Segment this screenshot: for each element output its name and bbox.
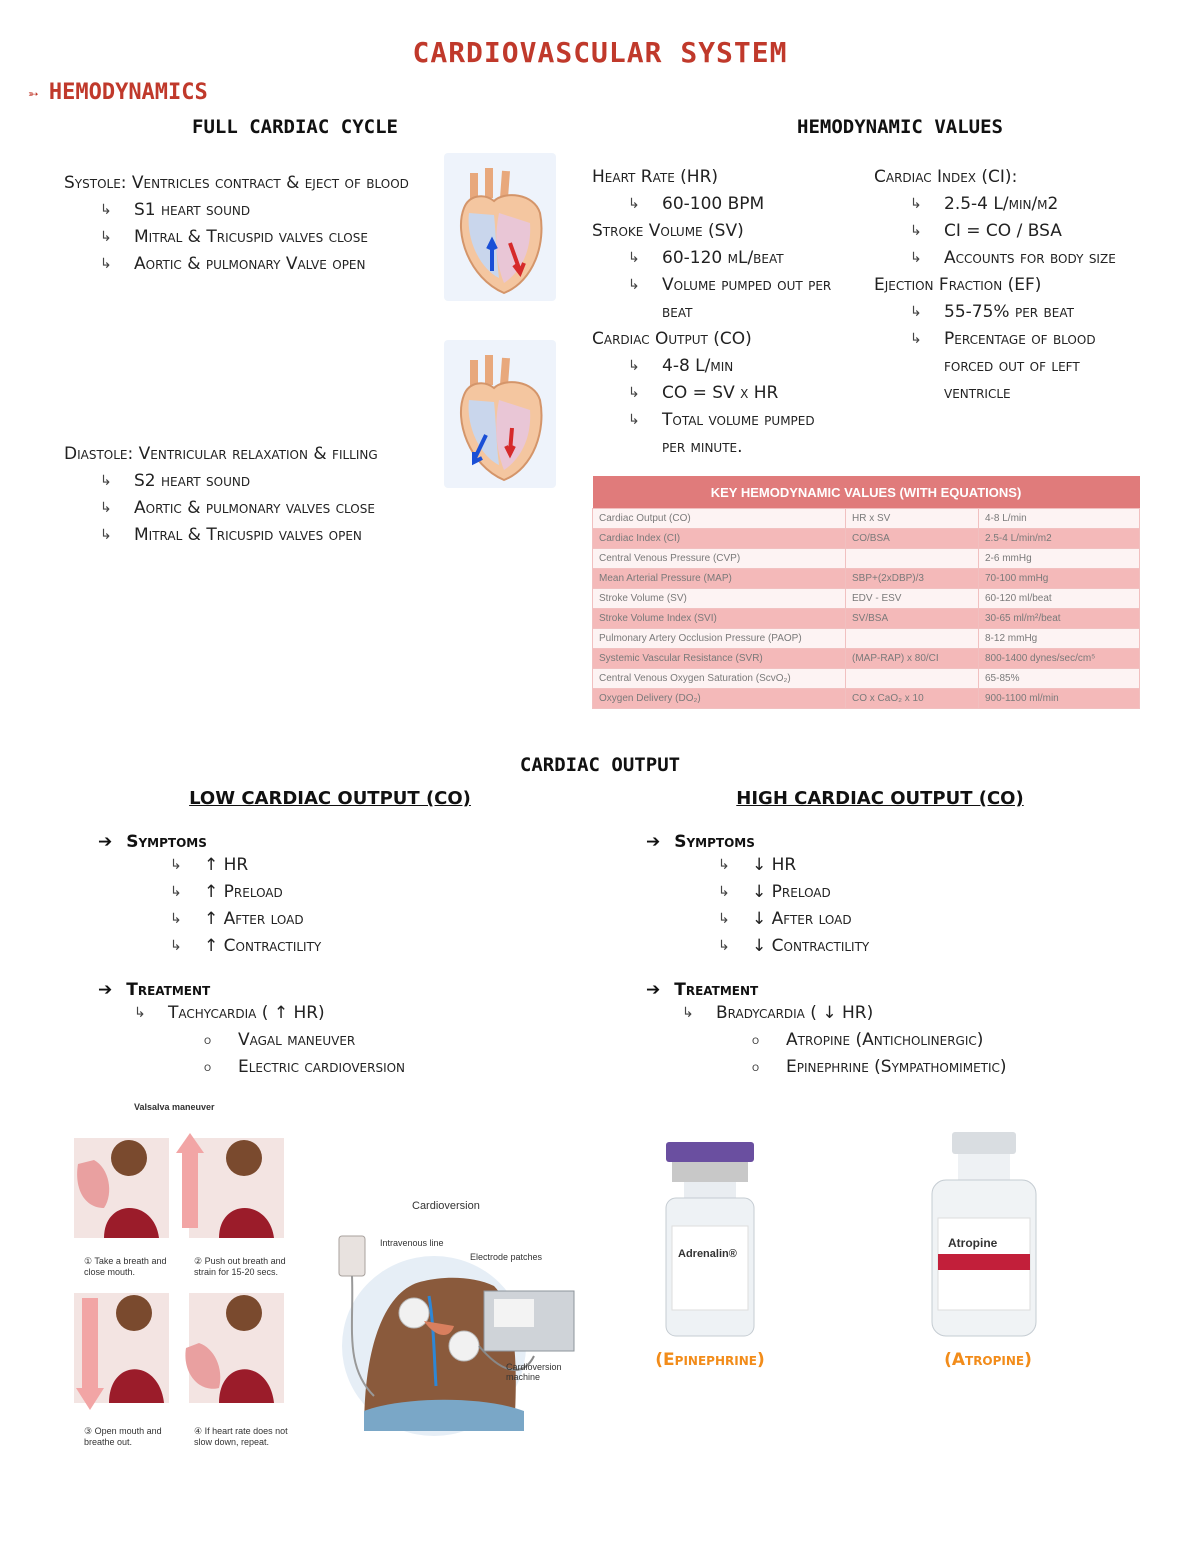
cardioversion-title: Cardioversion xyxy=(412,1200,480,1212)
table-header: KEY HEMODYNAMIC VALUES (WITH EQUATIONS) xyxy=(593,476,1140,509)
systole-item: ↳ S1 heart sound xyxy=(64,197,434,224)
valsalva-step: ③ Open mouth and breathe out. xyxy=(84,1426,162,1447)
table-cell-parameter: Stroke Volume (SV) xyxy=(593,589,846,609)
diastole-item: ↳ Mitral & Tricuspid valves open xyxy=(64,522,434,549)
co-label: Cardiac Output (CO) xyxy=(592,329,752,349)
sv-item: ↳ Volume pumped out per beat xyxy=(592,272,842,326)
epinephrine-vial xyxy=(660,1140,760,1340)
valsalva-step: ① Take a breath and close mouth. xyxy=(84,1256,167,1277)
table-row xyxy=(593,529,1140,549)
ef-label: Ejection Fraction (EF) xyxy=(874,275,1042,295)
table-cell-parameter: Oxygen Delivery (DO₂) xyxy=(593,689,846,709)
high-symptom-item: ↳ ↓ After load xyxy=(682,906,1166,933)
low-treatment-label xyxy=(98,980,578,1000)
valsalva-step: ④ If heart rate does not slow down, repeat. xyxy=(194,1426,288,1447)
arrow-right-icon: ➔ xyxy=(646,832,661,852)
valsalva-step: ② Push out breath and strain for 15-20 secs. xyxy=(194,1256,286,1277)
hr-item: ↳ 60-100 BPM xyxy=(592,191,872,218)
table-cell-range: 4-8 L/min xyxy=(979,509,1140,529)
table-cell-parameter: Mean Arterial Pressure (MAP) xyxy=(593,569,846,589)
table-cell-parameter: Cardiac Output (CO) xyxy=(593,509,846,529)
high-treatment-item: ↳ Bradycardia ( ↓ HR) xyxy=(646,1000,1166,1027)
hemodynamic-values-heading: HEMODYNAMIC VALUES xyxy=(797,116,1003,138)
low-co-block xyxy=(98,832,578,1081)
table-cell-equation: CO x CaO₂ x 10 xyxy=(846,689,979,709)
epinephrine-caption: (Epinephrine) xyxy=(655,1350,765,1370)
epinephrine-vial-label: Adrenalin® xyxy=(678,1248,737,1260)
high-symptoms-label xyxy=(646,832,1166,852)
high-co-heading: HIGH CARDIAC OUTPUT (CO) xyxy=(736,788,1024,809)
table-cell-equation xyxy=(846,669,979,689)
values-left-column xyxy=(592,164,872,461)
high-co-block xyxy=(646,832,1166,1081)
sv-label: Stroke Volume (SV) xyxy=(592,221,744,241)
low-symptom-item: ↳ ↑ After load xyxy=(134,906,578,933)
ef-item: ↳ 55-75% per beat xyxy=(874,299,1164,326)
sv-item: ↳ 60-120 mL/beat xyxy=(592,245,872,272)
co-item: ↳ CO = SV x HR xyxy=(592,380,872,407)
low-symptoms-text: Symptoms xyxy=(126,832,207,852)
low-treatment-text: Treatment xyxy=(126,980,211,1000)
high-symptom-item: ↳ ↓ Contractility xyxy=(682,933,1166,960)
table-cell-equation: HR x SV xyxy=(846,509,979,529)
high-treatment-subitem: o Epinephrine (Sympathomimetic) xyxy=(716,1054,1166,1081)
table-cell-range: 2-6 mmHg xyxy=(979,549,1140,569)
table-cell-range: 30-65 ml/m²/beat xyxy=(979,609,1140,629)
high-treatment-label xyxy=(646,980,1166,1000)
diastole-item: ↳ S2 heart sound xyxy=(64,468,434,495)
high-symptoms-text: Symptoms xyxy=(674,832,755,852)
table-cell-equation xyxy=(846,629,979,649)
heart-systole-illustration xyxy=(444,153,556,301)
valsalva-step-text: Take a breath and close mouth. xyxy=(84,1256,167,1277)
atropine-vial-label: Atropine xyxy=(948,1236,998,1250)
table-row xyxy=(593,549,1140,569)
cardiac-output-heading: CARDIAC OUTPUT xyxy=(519,754,681,776)
low-symptoms-label xyxy=(98,832,578,852)
ci-item: ↳ 2.5-4 L/min/m2 xyxy=(874,191,1164,218)
systole-item: ↳ Mitral & Tricuspid valves close xyxy=(64,224,434,251)
ef-item: ↳ Percentage of blood forced out of left ventricle xyxy=(874,326,1134,407)
table-row xyxy=(593,629,1140,649)
cardioversion-label: Cardioversion machine xyxy=(506,1362,562,1382)
systole-block xyxy=(64,170,434,278)
valsalva-step-text: If heart rate does not slow down, repeat. xyxy=(194,1426,288,1447)
values-right-column xyxy=(874,164,1164,407)
table-cell-range: 800-1400 dynes/sec/cm⁵ xyxy=(979,649,1140,669)
atropine-caption: (Atropine) xyxy=(944,1350,1032,1370)
diastole-block xyxy=(64,441,434,549)
co-item: ↳ 4-8 L/min xyxy=(592,353,872,380)
vial-illustration xyxy=(660,1140,760,1340)
diastole-text: Diastole: Ventricular relaxation & filling xyxy=(64,444,378,464)
low-symptom-item: ↳ ↑ Preload xyxy=(134,879,578,906)
vial-illustration xyxy=(928,1130,1040,1340)
table-row xyxy=(593,609,1140,629)
low-co-heading: LOW CARDIAC OUTPUT (CO) xyxy=(189,788,471,809)
arrow-right-icon: ➔ xyxy=(646,980,661,1000)
cardioversion-label: Intravenous line xyxy=(380,1238,444,1248)
page-title: CARDIOVASCULAR SYSTEM xyxy=(412,36,788,69)
table-cell-parameter: Pulmonary Artery Occlusion Pressure (PAOP) xyxy=(593,629,846,649)
diastole-item: ↳ Aortic & pulmonary valves close xyxy=(64,495,434,522)
table-cell-equation: SV/BSA xyxy=(846,609,979,629)
table-row xyxy=(593,509,1140,529)
cardioversion-figure xyxy=(324,1196,584,1436)
table-cell-range: 2.5-4 L/min/m2 xyxy=(979,529,1140,549)
low-treatment-subitem: o Electric cardioversion xyxy=(168,1054,578,1081)
table-cell-range: 70-100 mmHg xyxy=(979,569,1140,589)
hemodynamic-table xyxy=(592,476,1140,709)
high-symptom-item: ↳ ↓ Preload xyxy=(682,879,1166,906)
low-treatment-subitem: o Vagal maneuver xyxy=(168,1027,578,1054)
systole-text: Systole: Ventricles contract & eject of blood xyxy=(64,173,409,193)
table-cell-range: 8-12 mmHg xyxy=(979,629,1140,649)
hemodynamic-values-table xyxy=(592,476,1140,709)
table-cell-parameter: Central Venous Oxygen Saturation (ScvO₂) xyxy=(593,669,846,689)
table-cell-range: 60-120 ml/beat xyxy=(979,589,1140,609)
valsalva-title: Valsalva maneuver xyxy=(134,1102,215,1112)
table-cell-equation xyxy=(846,549,979,569)
ci-item: ↳ Accounts for body size xyxy=(874,245,1124,272)
table-cell-equation: CO/BSA xyxy=(846,529,979,549)
table-cell-equation: (MAP-RAP) x 80/CI xyxy=(846,649,979,669)
high-treatment-subitem: o Atropine (Anticholinergic) xyxy=(716,1027,1166,1054)
valsalva-step-text: Push out breath and strain for 15-20 secs. xyxy=(194,1256,286,1277)
valsalva-figure xyxy=(64,1098,304,1450)
table-cell-parameter: Systemic Vascular Resistance (SVR) xyxy=(593,649,846,669)
systole-item: ↳ Aortic & pulmonary Valve open xyxy=(64,251,434,278)
low-treatment-item: ↳ Tachycardia ( ↑ HR) xyxy=(98,1000,578,1027)
hr-label: Heart Rate (HR) xyxy=(592,167,719,187)
table-cell-equation: EDV - ESV xyxy=(846,589,979,609)
valsalva-step-text: Open mouth and breathe out. xyxy=(84,1426,162,1447)
arrow-right-icon: ➔ xyxy=(98,980,113,1000)
table-cell-range: 65-85% xyxy=(979,669,1140,689)
table-cell-parameter: Stroke Volume Index (SVI) xyxy=(593,609,846,629)
high-symptom-item: ↳ ↓ HR xyxy=(682,852,1166,879)
table-cell-range: 900-1100 ml/min xyxy=(979,689,1140,709)
double-arrow-icon: ➳ xyxy=(28,83,39,104)
cardiac-cycle-heading: FULL CARDIAC CYCLE xyxy=(192,116,398,138)
arrow-right-icon: ➔ xyxy=(98,832,113,852)
table-cell-equation: SBP+(2xDBP)/3 xyxy=(846,569,979,589)
ci-label: Cardiac Index (CI): xyxy=(874,167,1018,187)
table-cell-parameter: Cardiac Index (CI) xyxy=(593,529,846,549)
cardioversion-label: Electrode patches xyxy=(470,1252,543,1262)
low-symptom-item: ↳ ↑ HR xyxy=(134,852,578,879)
high-treatment-text: Treatment xyxy=(674,980,759,1000)
heart-diastole-illustration xyxy=(444,340,556,488)
table-row xyxy=(593,689,1140,709)
cardioversion-illustration xyxy=(324,1196,584,1436)
table-cell-parameter: Central Venous Pressure (CVP) xyxy=(593,549,846,569)
table-row xyxy=(593,649,1140,669)
table-row xyxy=(593,569,1140,589)
section-heading-text: HEMODYNAMICS xyxy=(48,80,208,105)
atropine-vial xyxy=(928,1130,1040,1340)
ci-item: ↳ CI = CO / BSA xyxy=(874,218,1164,245)
co-item: ↳ Total volume pumped per minute. xyxy=(592,407,842,461)
section-heading-hemodynamics xyxy=(28,80,208,105)
low-symptom-item: ↳ ↑ Contractility xyxy=(134,933,578,960)
table-row xyxy=(593,669,1140,689)
table-row xyxy=(593,589,1140,609)
